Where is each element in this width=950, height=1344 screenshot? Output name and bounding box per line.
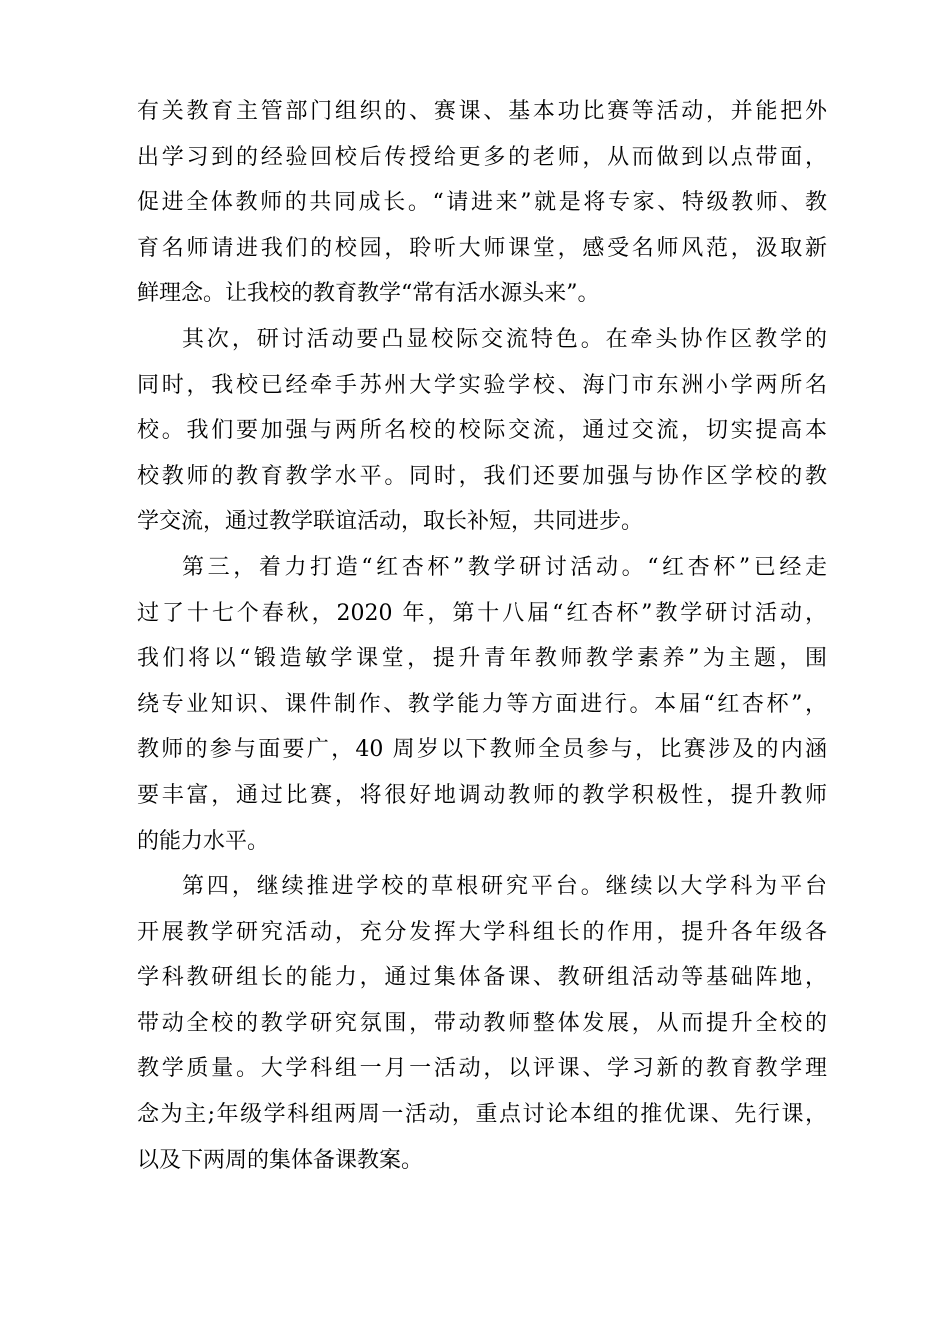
text-line: 第四，继续推进学校的草根研究平台。继续以大学科为平台 [182, 874, 827, 900]
text-line: 念为主;年级学科组两周一活动，重点讨论本组的推优课、先行课， [137, 1102, 827, 1128]
text-line: 校教师的教育教学水平。同时，我们还要加强与协作区学校的教 [137, 463, 827, 489]
text-line: 教师的参与面要广，40 周岁以下教师全员参与，比赛涉及的内涵 [137, 737, 827, 763]
text-line: 要丰富，通过比赛，将很好地调动教师的教学积极性，提升教师 [137, 782, 827, 808]
text-line: 以及下两周的集体备课教案。 [137, 1147, 424, 1173]
text-line: 学科教研组长的能力，通过集体备课、教研组活动等基础阵地， [137, 965, 827, 991]
text-line: 鲜理念。让我校的教育教学“常有活水源头来”。 [137, 281, 600, 307]
paragraph-1 [137, 89, 827, 317]
text-line: 第三，着力打造“红杏杯”教学研讨活动。“红杏杯”已经走 [182, 554, 827, 580]
text-line: 教学质量。大学科组一月一活动，以评课、学习新的教育教学理 [137, 1056, 827, 1082]
text-line: 同时，我校已经牵手苏州大学实验学校、海门市东洲小学两所名 [137, 372, 827, 398]
paragraph-4 [137, 864, 827, 1183]
text-line: 开展教学研究活动，充分发挥大学科组长的作用，提升各年级各 [137, 919, 827, 945]
text-line: 过了十七个春秋，2020 年，第十八届“红杏杯”教学研讨活动， [137, 600, 827, 626]
text-line: 校。我们要加强与两所名校的校际交流，通过交流，切实提高本 [137, 418, 827, 444]
text-line: 育名师请进我们的校园，聆听大师课堂，感受名师风范，汲取新 [137, 235, 827, 261]
text-line: 出学习到的经验回校后传授给更多的老师，从而做到以点带面， [137, 144, 827, 170]
text-line: 带动全校的教学研究氛围，带动教师整体发展，从而提升全校的 [137, 1010, 827, 1036]
text-line: 有关教育主管部门组织的、赛课、基本功比赛等活动，并能把外 [137, 99, 827, 124]
paragraph-3 [137, 545, 827, 864]
paragraph-2 [137, 317, 827, 545]
document-body [137, 89, 827, 1183]
text-line: 其次，研讨活动要凸显校际交流特色。在牵头协作区教学的 [182, 326, 827, 352]
text-line: 绕专业知识、课件制作、教学能力等方面进行。本届“红杏杯”， [137, 691, 827, 717]
text-line: 学交流，通过教学联谊活动，取长补短，共同进步。 [137, 509, 644, 535]
text-line: 的能力水平。 [137, 828, 270, 854]
text-line: 促进全体教师的共同成长。“请进来”就是将专家、特级教师、教 [137, 190, 827, 216]
text-line: 我们将以“锻造敏学课堂，提升青年教师教学素养”为主题，围 [137, 646, 827, 672]
